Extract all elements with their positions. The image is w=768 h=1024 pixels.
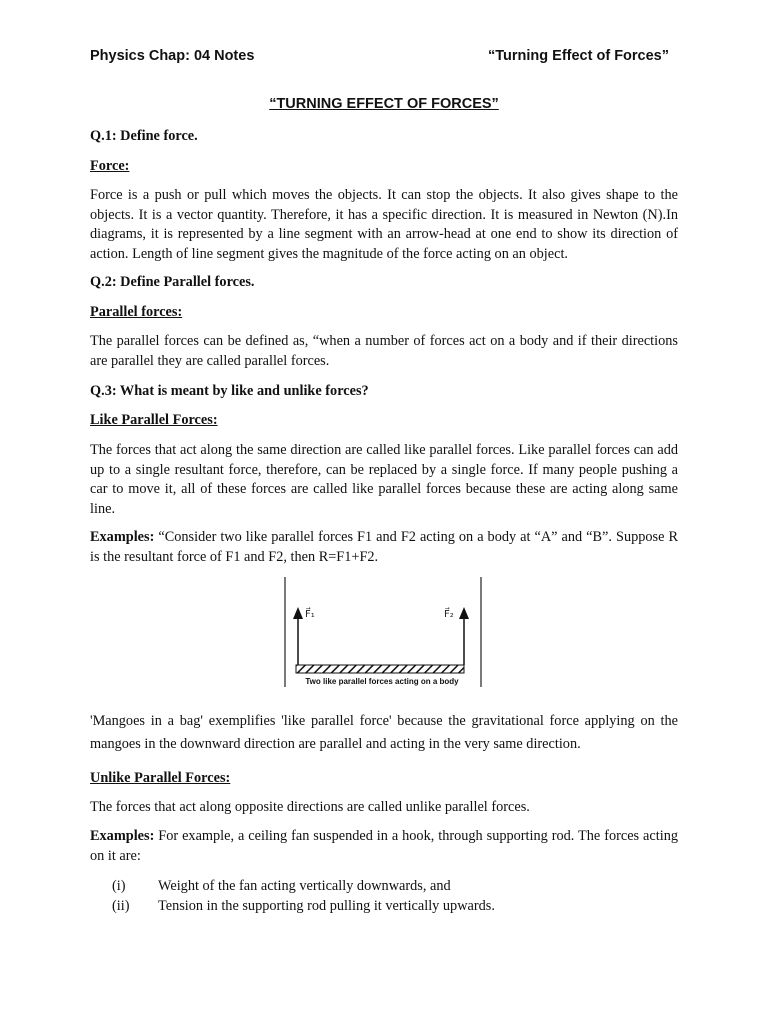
q2-body-block: [90, 332, 678, 371]
header-left: Physics Chap: 04 Notes: [90, 48, 255, 64]
q1-body-block: [90, 186, 678, 264]
list-item-number: (ii): [112, 897, 130, 914]
q2-heading-block: [90, 303, 678, 323]
list-item-text: Tension in the supporting rod pulling it vertically upwards.: [158, 897, 495, 914]
body-bar: [296, 665, 464, 673]
question-text: Q.1: Define force.: [90, 128, 198, 144]
document-title: “TURNING EFFECT OF FORCES”: [269, 96, 499, 112]
f2-arrow-head: [459, 607, 469, 619]
paragraph: [90, 528, 678, 567]
examples-text: “Consider two like parallel forces F1 and F2 acting on a body at “A” and “B”. Suppose R is the resultant force of F1 and F2, then R=F1+F2.: [90, 529, 678, 565]
section-heading: Unlike Parallel Forces:: [90, 770, 231, 786]
paragraph: 'Mangoes in a bag' exemplifies 'like parallel force' because the gravitational force applying on the mangoes in the downward direction are parallel and acting in the very same direction.: [90, 713, 678, 752]
q3-unlike-body-block: [90, 798, 678, 818]
section-heading: Force:: [90, 158, 130, 174]
q2-question: [90, 273, 678, 293]
examples-label: Examples:: [90, 828, 155, 844]
question-text: Q.3: What is meant by like and unlike forces?: [90, 383, 369, 399]
paragraph: The forces that act along the same direction are called like parallel forces. Like parallel forces can add up to a single resultant force, therefore, can be replaced by a single force. If many people pushing a car to move it, all of these forces are called like parallel forces because these are acting along same line.: [90, 442, 678, 517]
q3-unlike-examples-block: [90, 827, 678, 866]
q1-question: [90, 127, 678, 147]
forces-list: [112, 877, 495, 916]
f2-label: F⃗₂: [444, 609, 454, 620]
q3-like-body-block: [90, 441, 678, 519]
q3-like-heading-block: [90, 411, 678, 431]
list-item-text: Weight of the fan acting vertically downwards, and: [158, 878, 451, 894]
f1-label: F⃗₁: [305, 609, 315, 620]
q3-question: [90, 382, 678, 402]
list-item: [112, 877, 495, 897]
list-item: [112, 897, 495, 917]
q1-heading-block: [90, 157, 678, 177]
section-heading: Like Parallel Forces:: [90, 412, 218, 428]
header-right: “Turning Effect of Forces”: [488, 48, 669, 64]
paragraph: [90, 827, 678, 866]
paragraph: The forces that act along opposite directions are called unlike parallel forces.: [90, 799, 530, 815]
like-parallel-forces-figure: [284, 575, 484, 687]
paragraph: The parallel forces can be defined as, “when a number of forces act on a body and if their directions are parallel they are called parallel forces.: [90, 333, 678, 369]
q3-unlike-heading-block: [90, 769, 678, 789]
examples-text: For example, a ceiling fan suspended in a hook, through supporting rod. The forces acting on it are:: [90, 828, 678, 864]
question-text: Q.2: Define Parallel forces.: [90, 274, 255, 290]
q3-like-examples-block: [90, 528, 678, 567]
f1-arrow-head: [293, 607, 303, 619]
paragraph: Force is a push or pull which moves the objects. It can stop the objects. It also gives shape to the objects. It is a vector quantity. Therefore, it has a specific direction. It is measured in Newton (N).In diagrams, it is represented by a line segment with an arrow-head at one end to show its direction of action. Length of line segment gives the magnitude of the force acting on an object.: [90, 187, 678, 262]
examples-label: Examples:: [90, 529, 155, 545]
figure-caption: Two like parallel forces acting on a body: [305, 677, 459, 686]
mangoes-block: [90, 710, 678, 756]
list-item-number: (i): [112, 878, 126, 894]
section-heading: Parallel forces:: [90, 304, 183, 320]
